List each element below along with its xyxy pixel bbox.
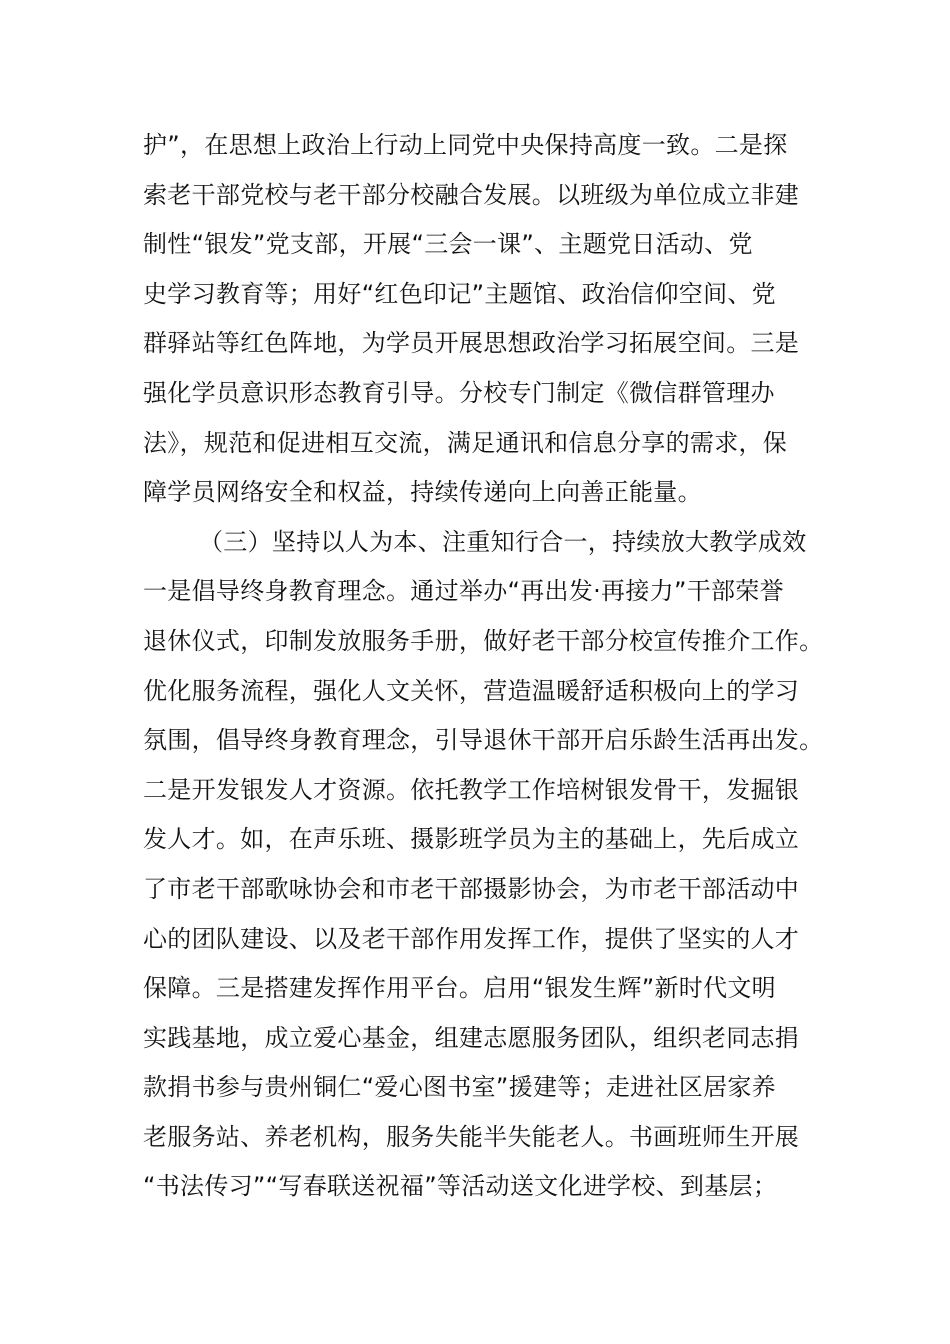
text-line: 护”，在思想上政治上行动上同党中央保持高度一致。二是探 <box>143 131 788 159</box>
text-line: 款捐书参与贵州铜仁“爱心图书室”援建等；走进社区居家养 <box>143 1073 776 1102</box>
text-line: 保障。三是搭建发挥作用平台。启用“银发生辉”新时代文明 <box>143 974 776 1003</box>
text-line: 索老干部党校与老干部分校融合发展。以班级为单位成立非建 <box>143 180 800 209</box>
section-heading: （三）坚持以人为本、注重知行合一，持续放大教学成效 <box>199 527 807 556</box>
text-line: 强化学员意识形态教育引导。分校专门制定《微信群管理办 <box>143 378 775 407</box>
text-line: 优化服务流程，强化人文关怀，营造温暖舒适积极向上的学习 <box>143 676 800 705</box>
text-line: 制性“银发”党支部，开展“三会一课”、主题党日活动、党 <box>143 230 753 259</box>
text-line: 史学习教育等；用好“红色印记”主题馆、政治信仰空间、党 <box>143 279 776 308</box>
text-line: 群驿站等红色阵地，为学员开展思想政治学习拓展空间。三是 <box>143 329 800 358</box>
text-line: 心的团队建设、以及老干部作用发挥工作，提供了坚实的人才 <box>143 924 800 953</box>
text-line: 发人才。如，在声乐班、摄影班学员为主的基础上，先后成立 <box>143 825 800 854</box>
text-line: 二是开发银发人才资源。依托教学工作培树银发骨干，发掘银 <box>143 775 800 804</box>
text-line: 实践基地，成立爱心基金，组建志愿服务团队，组织老同志捐 <box>143 1023 800 1052</box>
text-line: 了市老干部歌咏协会和市老干部摄影协会，为市老干部活动中 <box>143 874 800 903</box>
text-line: 障学员网络安全和权益，持续传递向上向善正能量。 <box>143 478 702 507</box>
text-line: 一是倡导终身教育理念。通过举办“再出发·再接力”干部荣誉 <box>143 577 784 606</box>
text-line: 退休仪式，印制发放服务手册，做好老干部分校宣传推介工作。 <box>143 626 824 655</box>
body-text <box>143 121 824 1212</box>
text-line: 老服务站、养老机构，服务失能半失能老人。书画班师生开展 <box>143 1122 800 1151</box>
text-line: “书法传习”“写春联送祝福”等活动送文化进学校、到基层； <box>143 1172 778 1201</box>
text-line: 氛围，倡导终身教育理念，引导退休干部开启乐龄生活再出发。 <box>143 726 824 755</box>
text-line: 法》，规范和促进相互交流，满足通讯和信息分享的需求，保 <box>143 428 788 457</box>
